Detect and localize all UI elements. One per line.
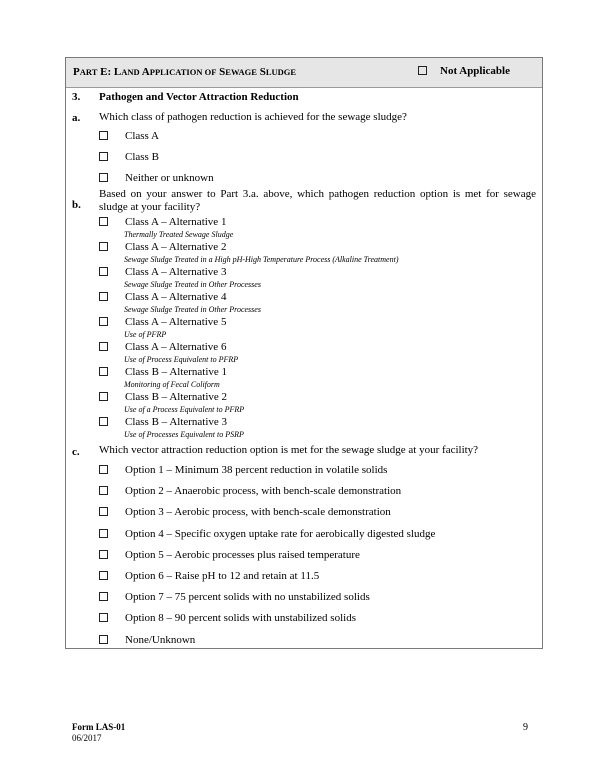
question-b-label: b. — [72, 199, 81, 211]
option-label: Option 5 – Aerobic processes plus raised temperature — [125, 548, 360, 561]
form-section — [65, 57, 543, 649]
option-description: Sewage Sludge Treated in a High pH-High Temperature Process (Alkaline Treatment) — [124, 255, 399, 264]
option-label: Class B – Alternative 2 — [125, 391, 228, 403]
question-c-option[interactable] — [99, 549, 360, 561]
question-c-label: c. — [72, 446, 80, 458]
section-number: 3. — [72, 91, 81, 103]
question-b-option[interactable] — [99, 316, 226, 328]
question-b-option[interactable] — [99, 366, 227, 378]
option-description: Use of Processes Equivalent to PSRP — [124, 430, 244, 439]
checkbox[interactable] — [99, 131, 108, 140]
question-c-option[interactable] — [99, 528, 435, 540]
question-a-option[interactable] — [99, 130, 159, 142]
not-applicable-checkbox[interactable] — [418, 66, 427, 75]
checkbox[interactable] — [99, 392, 108, 401]
checkbox[interactable] — [99, 465, 108, 474]
option-label: Option 6 – Raise pH to 12 and retain at 11.5 — [125, 570, 320, 582]
page-number: 9 — [523, 722, 528, 733]
question-c-option[interactable] — [99, 570, 319, 582]
checkbox[interactable] — [99, 217, 108, 226]
question-c-option[interactable] — [99, 634, 195, 646]
question-b-option[interactable] — [99, 416, 227, 428]
checkbox[interactable] — [99, 635, 108, 644]
checkbox[interactable] — [99, 292, 108, 301]
checkbox[interactable] — [99, 417, 108, 426]
checkbox[interactable] — [99, 152, 108, 161]
option-label: Option 2 – Anaerobic process, with bench-scale demonstration — [125, 485, 402, 498]
option-label: Class A – Alternative 2 — [125, 241, 227, 253]
option-label: Option 4 – Specific oxygen uptake rate for aerobically digested sludge — [125, 527, 436, 540]
checkbox[interactable] — [99, 242, 108, 251]
option-description: Sewage Sludge Treated in Other Processes — [124, 280, 261, 289]
checkbox[interactable] — [99, 486, 108, 495]
checkbox[interactable] — [99, 571, 108, 580]
checkbox[interactable] — [99, 267, 108, 276]
option-label: Neither or unknown — [125, 172, 214, 184]
option-description: Use of Process Equivalent to PFRP — [124, 355, 239, 364]
question-c-option[interactable] — [99, 506, 391, 518]
question-c-option[interactable] — [99, 612, 356, 624]
option-label: Class A – Alternative 1 — [125, 216, 227, 228]
option-description: Use of a Process Equivalent to PFRP — [124, 405, 245, 414]
checkbox[interactable] — [99, 507, 108, 516]
question-a-text: Which class of pathogen reduction is achieved for the sewage sludge? — [99, 111, 407, 123]
question-a-label: a. — [72, 112, 81, 124]
checkbox[interactable] — [99, 613, 108, 622]
part-title: PART E: LAND APPLICATION OF SEWAGE SLUDGE — [73, 66, 297, 78]
form-id: Form LAS-01 — [72, 722, 126, 732]
option-label: Option 7 – 75 percent solids with no unstabilized solids — [125, 591, 370, 604]
option-label: None/Unknown — [125, 633, 196, 646]
question-a-option[interactable] — [99, 151, 159, 163]
option-description: Thermally Treated Sewage Sludge — [124, 230, 234, 239]
option-label: Class A — [125, 130, 159, 142]
option-label: Option 8 – 90 percent solids with unstabilized solids — [125, 612, 356, 625]
question-b-option[interactable] — [99, 391, 227, 403]
option-description: Monitoring of Fecal Coliform — [124, 380, 220, 389]
option-label: Class B – Alternative 3 — [125, 416, 228, 428]
checkbox[interactable] — [99, 367, 108, 376]
part-header — [66, 58, 542, 88]
checkbox[interactable] — [99, 317, 108, 326]
option-label: Class B – Alternative 1 — [125, 366, 228, 378]
option-label: Class A – Alternative 5 — [125, 316, 227, 328]
question-b-option[interactable] — [99, 216, 226, 228]
not-applicable-label: Not Applicable — [440, 65, 510, 77]
question-b-text: Based on your answer to Part 3.a. above, which pathogen reduction option is met for sewage sludge at your facility? — [99, 188, 536, 213]
checkbox[interactable] — [99, 529, 108, 538]
question-c-option[interactable] — [99, 464, 387, 476]
option-label: Class A – Alternative 3 — [125, 266, 227, 278]
option-label: Class A – Alternative 4 — [125, 291, 227, 303]
checkbox[interactable] — [99, 173, 108, 182]
option-description: Use of PFRP — [124, 330, 167, 339]
question-c-text: Which vector attraction reduction option is met for the sewage sludge at your facility? — [99, 444, 479, 456]
checkbox[interactable] — [99, 342, 108, 351]
question-b-option[interactable] — [99, 266, 226, 278]
question-b-option[interactable] — [99, 341, 226, 353]
option-label: Option 1 – Minimum 38 percent reduction in volatile solids — [125, 464, 388, 476]
checkbox[interactable] — [99, 550, 108, 559]
section-title: Pathogen and Vector Attraction Reduction — [99, 91, 299, 103]
form-date: 06/2017 — [72, 733, 102, 743]
question-a-option[interactable] — [99, 172, 214, 184]
question-c-option[interactable] — [99, 485, 401, 497]
option-label: Class B — [125, 151, 159, 163]
option-label: Class A – Alternative 6 — [125, 341, 227, 353]
checkbox[interactable] — [99, 592, 108, 601]
option-label: Option 3 – Aerobic process, with bench-scale demonstration — [125, 506, 391, 519]
question-b-option[interactable] — [99, 241, 226, 253]
question-c-option[interactable] — [99, 591, 370, 603]
question-b-option[interactable] — [99, 291, 226, 303]
option-description: Sewage Sludge Treated in Other Processes — [124, 305, 261, 314]
not-applicable-option[interactable] — [418, 65, 510, 77]
